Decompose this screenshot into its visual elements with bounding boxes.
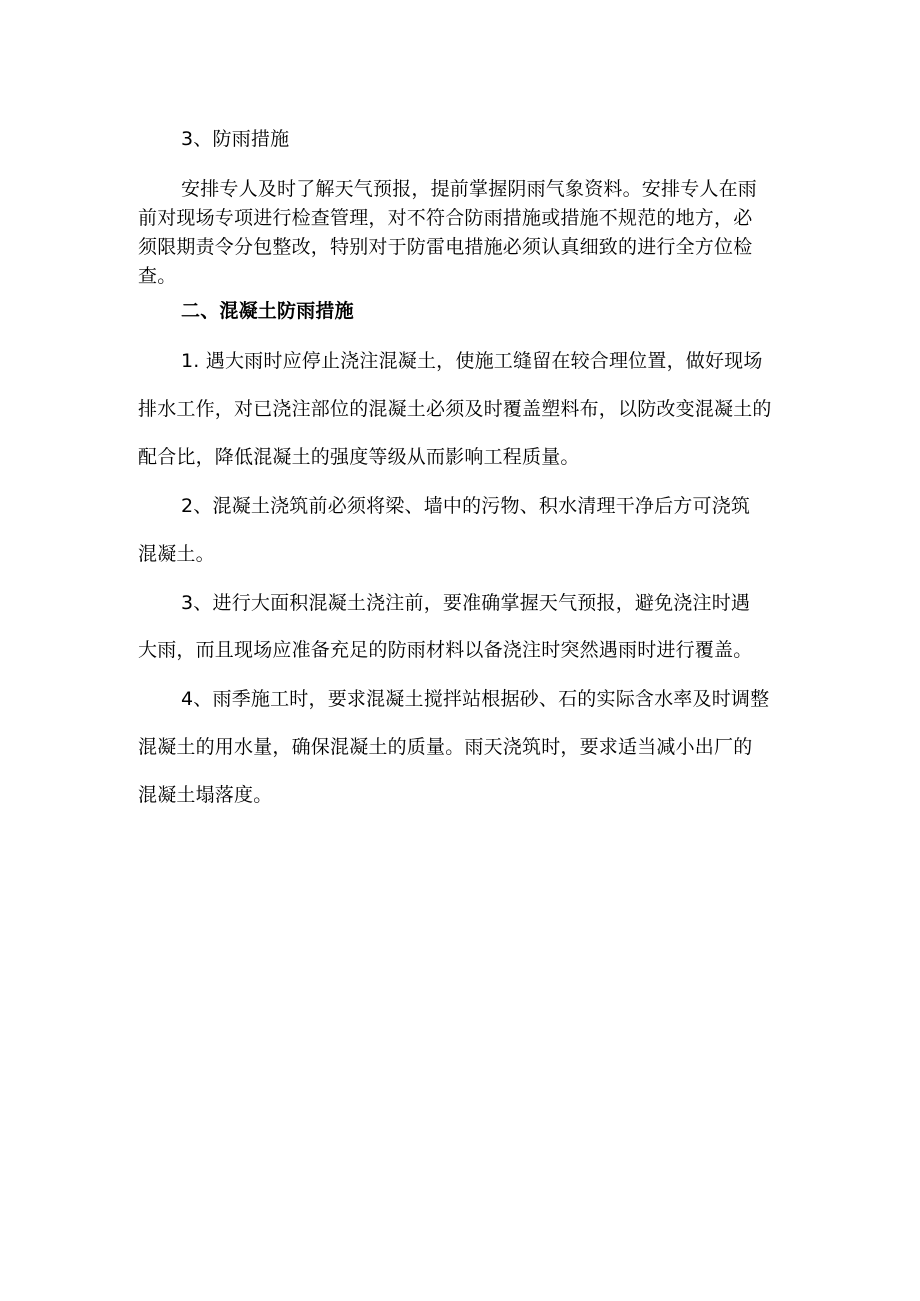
item-2-line-1: 2、混凝土浇筑前必须将梁、墙中的污物、积水清理干净后方可浇筑 — [181, 495, 751, 517]
item-1-line-1: 1. 遇大雨时应停止浇注混凝土，使施工缝留在较合理位置，做好现场 — [181, 350, 763, 372]
item-1-line-2: 排水工作，对已浇注部位的混凝土必须及时覆盖塑料布，以防改变混凝土的 — [138, 398, 772, 420]
item-4-line-3: 混凝土塌落度。 — [138, 784, 273, 806]
item-3-line-2: 大雨，而且现场应准备充足的防雨材料以备浇注时突然遇雨时进行覆盖。 — [138, 639, 753, 661]
item-3-line-1: 3、进行大面积混凝土浇注前，要准确掌握天气预报，避免浇注时遇 — [181, 592, 751, 614]
item-1-line-3: 配合比，降低混凝土的强度等级从而影响工程质量。 — [138, 446, 580, 468]
section-3-heading: 3、防雨措施 — [181, 128, 290, 150]
section-3-paragraph-line-3: 须限期责令分包整改，特别对于防雷电措施必须认真细致的进行全方位检 — [138, 236, 753, 258]
section-3-paragraph-line-2: 前对现场专项进行检查管理，对不符合防雨措施或措施不规范的地方，必 — [138, 207, 753, 229]
item-4-line-1: 4、雨季施工时，要求混凝土搅拌站根据砂、石的实际含水率及时调整 — [181, 688, 770, 710]
section-3-paragraph-line-4: 查。 — [138, 265, 177, 287]
item-4-line-2: 混凝土的用水量，确保混凝土的质量。雨天浇筑时，要求适当减小出厂的 — [138, 736, 753, 758]
section-two-heading: 二、混凝土防雨措施 — [181, 300, 354, 322]
section-3-paragraph-line-1: 安排专人及时了解天气预报，提前掌握阴雨气象资料。安排专人在雨 — [181, 178, 758, 200]
item-2-line-2: 混凝土。 — [138, 543, 215, 565]
